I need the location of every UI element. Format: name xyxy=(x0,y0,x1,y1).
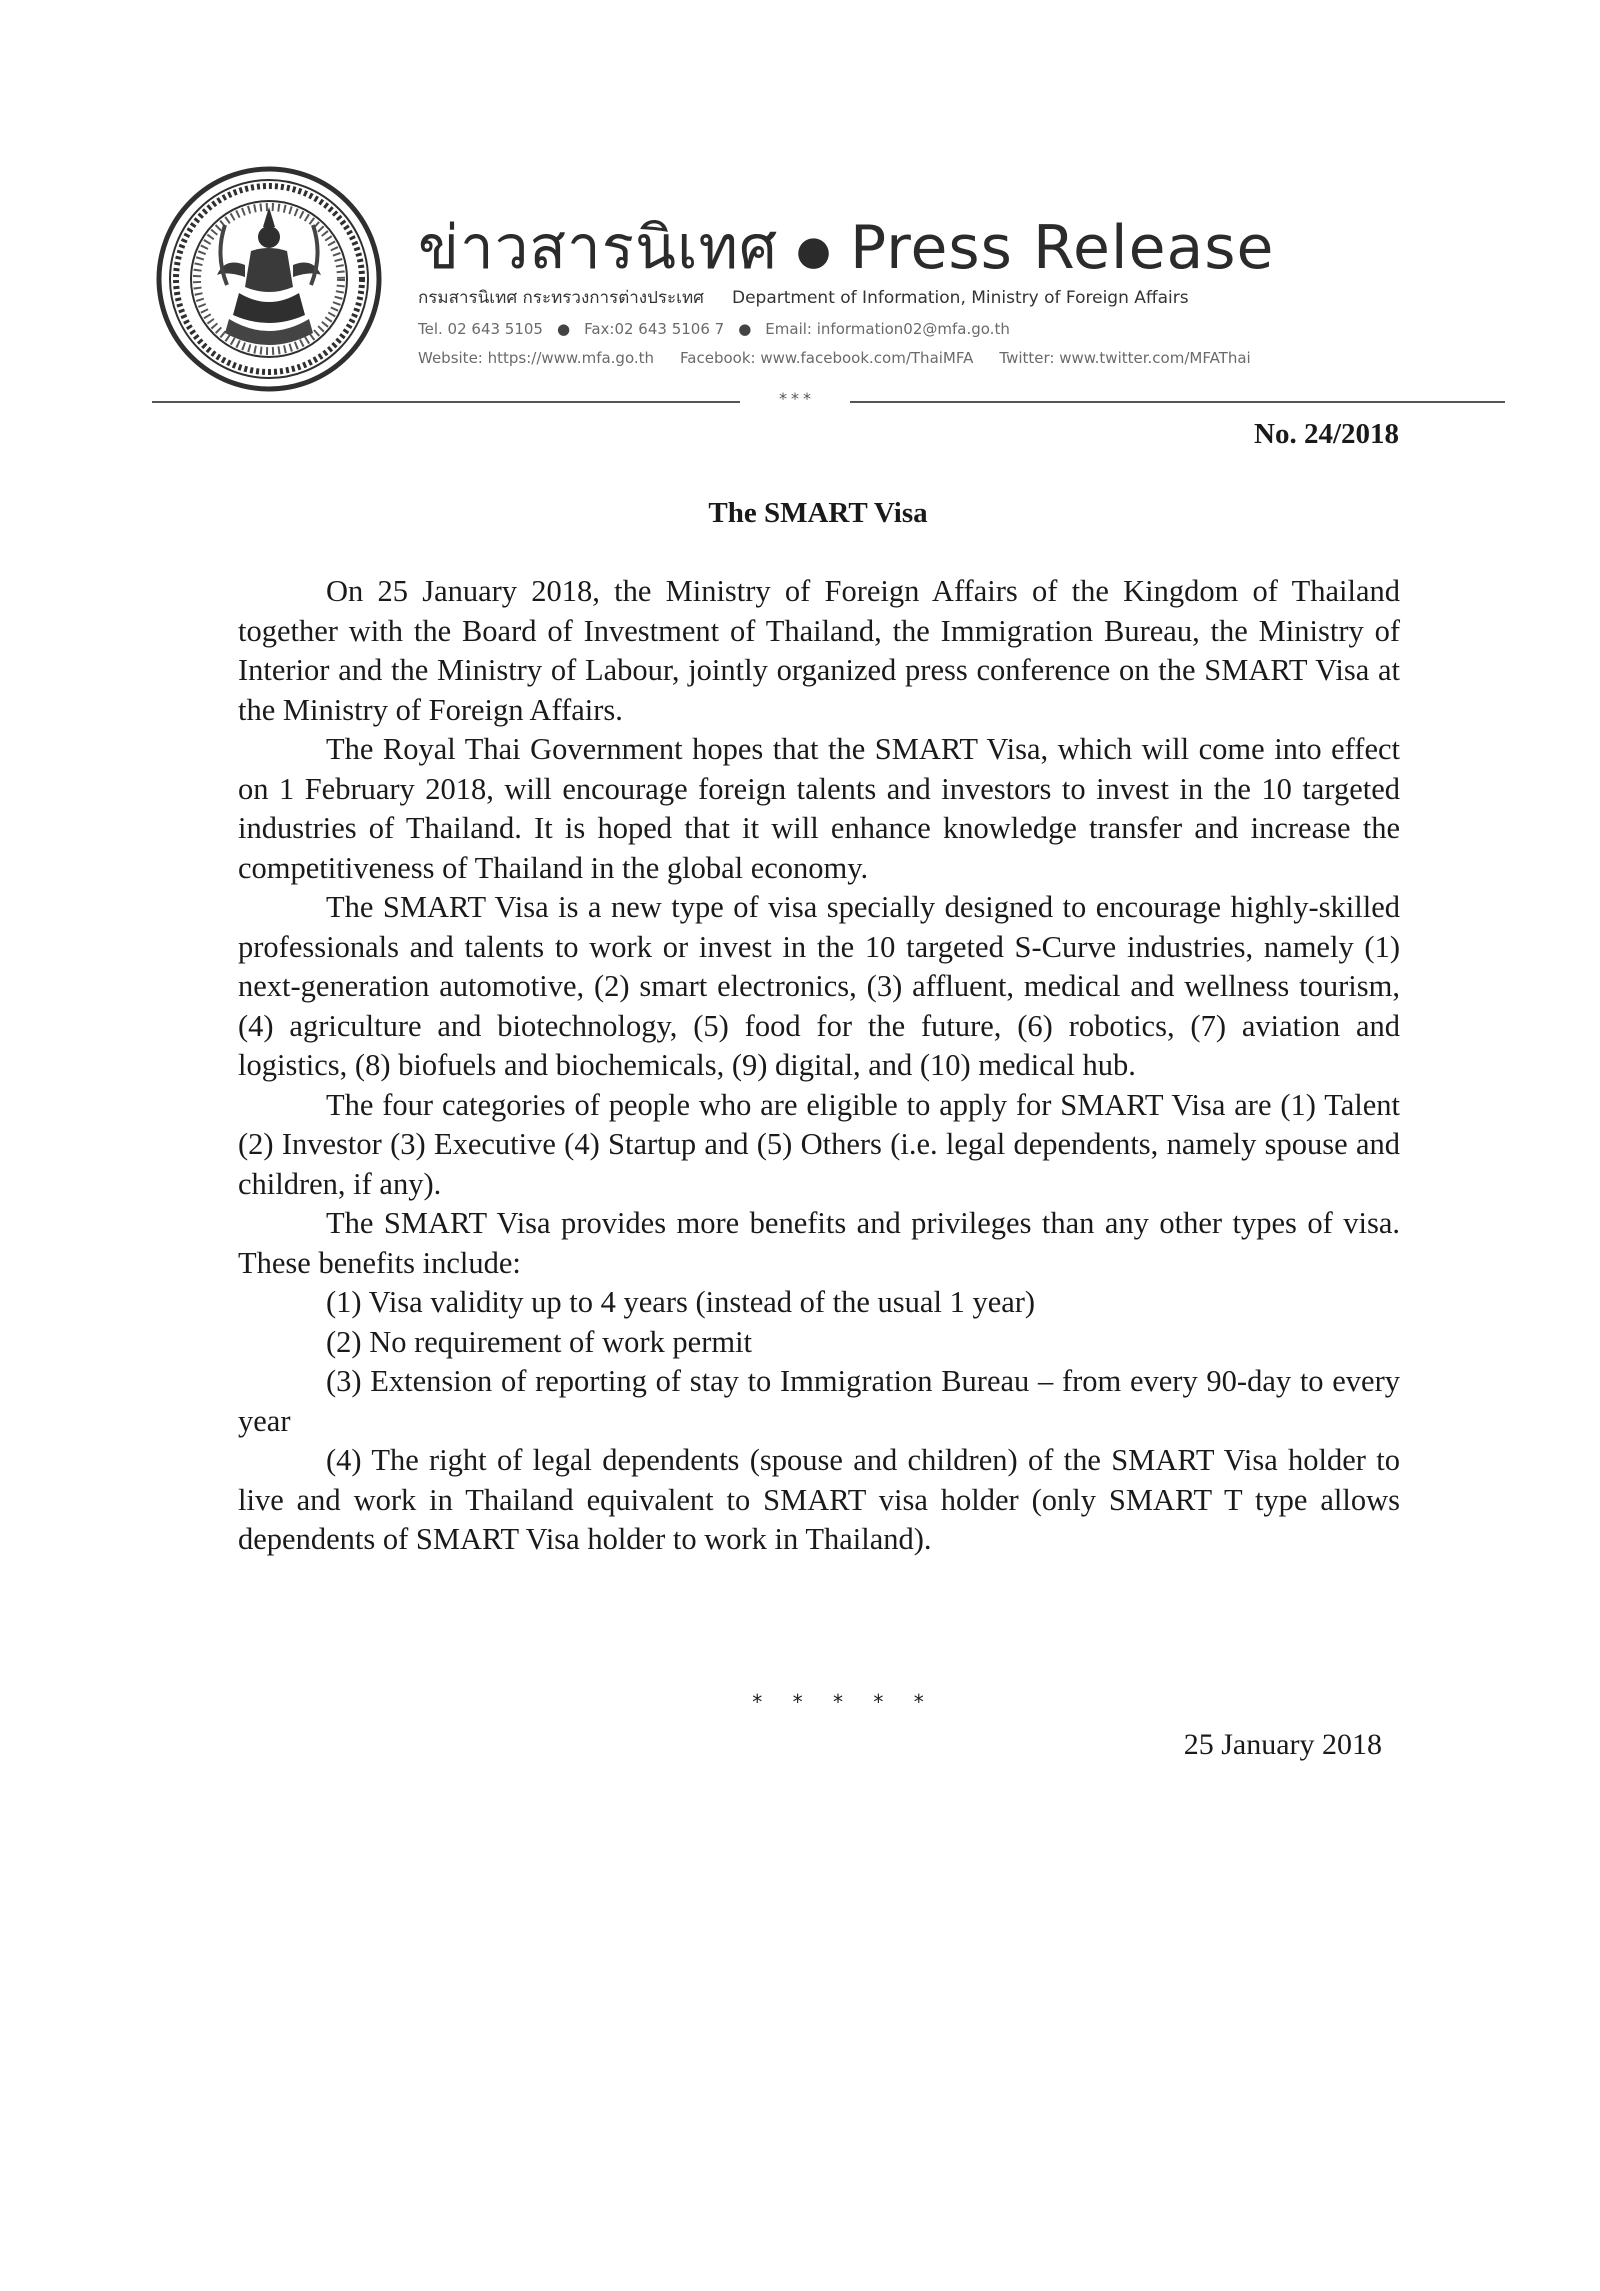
email-text: Email: information02@mfa.go.th xyxy=(765,320,1010,338)
document-date: 25 January 2018 xyxy=(1183,1728,1382,1761)
department-thai: กรมสารนิเทศ กระทรวงการต่างประเทศ xyxy=(418,288,704,308)
facebook-text: Facebook: www.facebook.com/ThaiMFA xyxy=(680,349,974,367)
fax-text: Fax:02 643 5106 7 xyxy=(584,320,725,338)
header-divider-right xyxy=(850,401,1505,403)
department-line xyxy=(418,284,1189,311)
ministry-seal-icon xyxy=(155,165,383,393)
benefit-item: (4) The right of legal dependents (spouse and children) of the SMART Visa holder to live and work in Thailand equivalent to SMART visa holder (only SMART T type allows dependents of SMART Visa holder to work in Thailand). xyxy=(238,1443,1400,1556)
bullet-icon: ● xyxy=(796,228,833,275)
website-text: Website: https://www.mfa.go.th xyxy=(418,349,655,367)
masthead-english: Press Release xyxy=(850,213,1275,283)
benefit-item: (3) Extension of reporting of stay to Immigration Bureau – from every 90-day to every year xyxy=(238,1364,1400,1438)
masthead xyxy=(418,200,1274,295)
paragraph: The SMART Visa is a new type of visa specially designed to encourage highly-skilled professionals and talents to work or invest in the 10 targeted S-Curve industries, namely (1) next-generation automotive, (2) smart electronics, (3) affluent, medical and wellness tourism, (4) agriculture and biotechnology, (5) food for the future, (6) robotics, (7) aviation and logistics, (8) biofuels and biochemicals, (9) digital, and (10) medical hub. xyxy=(238,890,1400,1082)
end-marker: * * * * * xyxy=(752,1690,936,1714)
benefit-item: (1) Visa validity up to 4 years (instead of the usual 1 year) xyxy=(326,1285,1036,1319)
benefit-item: (2) No requirement of work permit xyxy=(326,1324,753,1359)
header-divider-left xyxy=(152,401,740,403)
paragraph: On 25 January 2018, the Ministry of Foreign Affairs of the Kingdom of Thailand together with the Board of Investment of Thailand, the Immigration Bureau, the Ministry of Interior and the Ministry of Labour, jointly organized press conference on the SMART Visa at the Ministry of Foreign Affairs. xyxy=(238,574,1400,727)
paragraph: The four categories of people who are eligible to apply for SMART Visa are (1) Talent (2) Investor (3) Executive (4) Startup and (5) Others (i.e. legal dependents, namely spouse and children, if any). xyxy=(238,1087,1400,1201)
paragraph: The Royal Thai Government hopes that the SMART Visa, which will come into effect on 1 February 2018, will encourage foreign talents and investors to invest in the 10 targeted industries of Thailand. It is hoped that it will enhance knowledge transfer and increase the competitiveness of Thailand in the global economy. xyxy=(238,732,1400,885)
document-number: No. 24/2018 xyxy=(1254,418,1399,450)
paragraph: The SMART Visa provides more benefits and privileges than any other types of visa. These benefits include: xyxy=(238,1206,1400,1280)
bullet-icon: ● xyxy=(738,320,752,338)
web-line xyxy=(418,349,1251,367)
twitter-text: Twitter: www.twitter.com/MFAThai xyxy=(999,349,1251,367)
divider-stars: *** xyxy=(779,389,815,408)
contact-line xyxy=(418,320,1010,338)
document-title: The SMART Visa xyxy=(708,497,928,529)
masthead-thai: ข่าวสารนิเทศ xyxy=(418,213,779,283)
tel-text: Tel. 02 643 5105 xyxy=(418,320,543,338)
document-body xyxy=(238,572,1400,1560)
department-english: Department of Information, Ministry of Foreign Affairs xyxy=(731,288,1189,308)
bullet-icon: ● xyxy=(556,320,571,338)
